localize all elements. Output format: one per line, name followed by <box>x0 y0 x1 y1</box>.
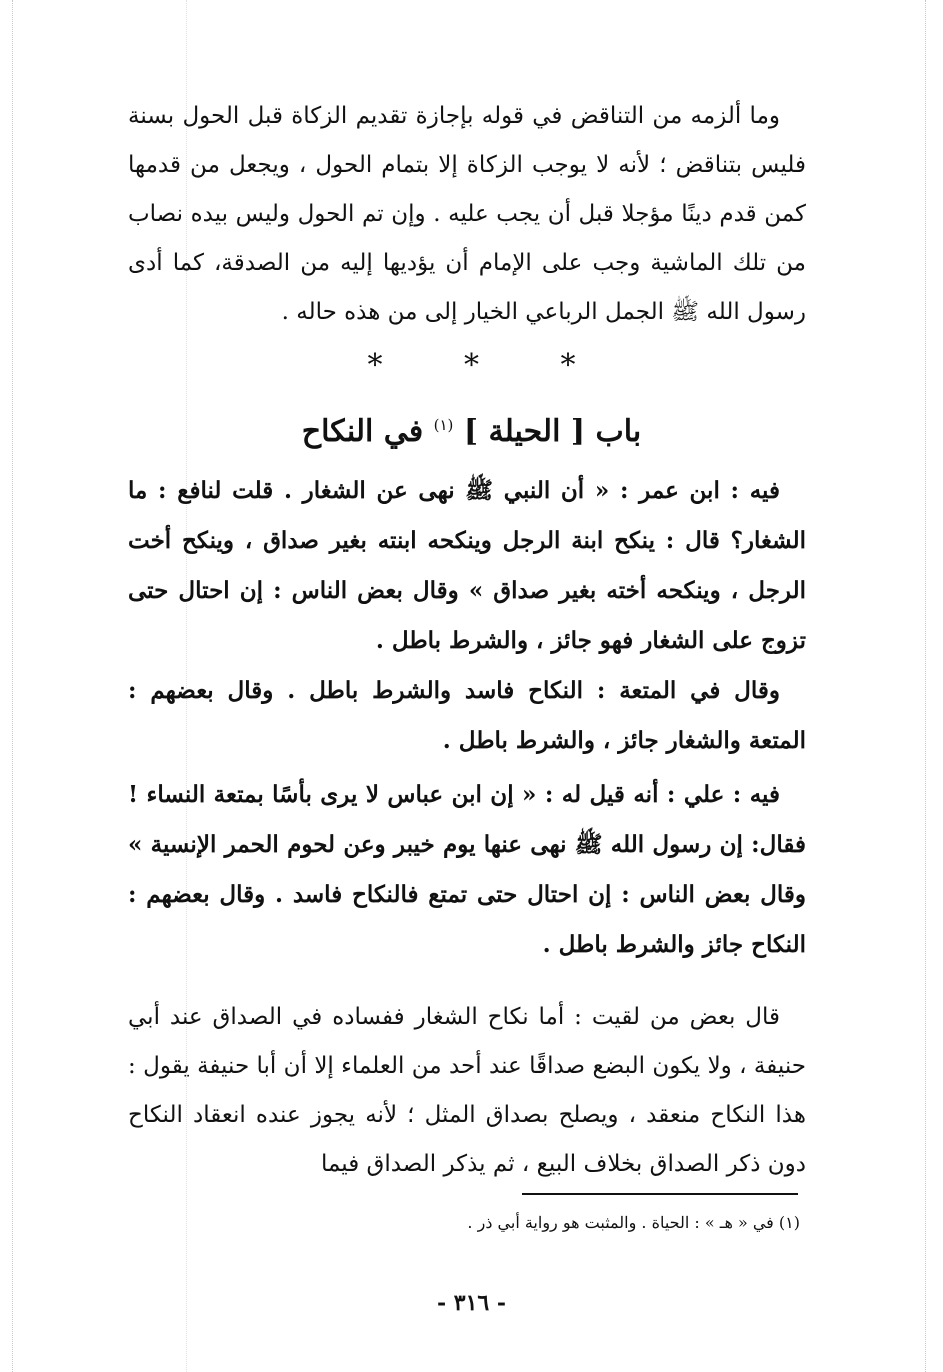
chapter-title-start: باب [ الحيلة ] <box>463 414 642 449</box>
commentary-section <box>128 993 806 1189</box>
separator-star-icon: * <box>464 348 479 383</box>
separator-star-icon: * <box>367 348 383 383</box>
ibn-umar-paragraph: فيه : ابن عمر : « أن النبي ﷺ نهى عن الشغار . قلت لنافع : ما الشغار؟ قال : ينكح ابنة الرجل وينكحه ابنته بغير صداق ، وينكح أخت الرجل ، وينكحه أخته بغير صداق » وقال بعض الناس : إن احتال حتى تزوج على الشغار فهو جائز ، والشرط باطل . <box>128 477 806 654</box>
ali-paragraph: فيه : علي : أنه قيل له : « إن ابن عباس لا يرى بأسًا بمتعة النساء ! فقال: إن رسول الله ﷺ نهى عنها يوم خيبر وعن لحوم الحمر الإنسية » وقال بعض الناس : إن احتال حتى تمتع فالنكاح فاسد . وقال بعضهم : النكاح جائز والشرط باطل . <box>128 781 807 958</box>
separator-star-icon: * <box>560 348 576 383</box>
commentary-paragraph: قال بعض من لقيت : أما نكاح الشغار ففساده في الصداق عند أبي حنيفة ، ولا يكون البضع صداقًا عند أحد من العلماء إلا أن أبا حنيفة يقول : هذا النكاح منعقد ، ويصلح بصداق المثل ؛ لأنه يجوز عنده انعقاد النكاح دون ذكر الصداق بخلاف البيع ، ثم يذكر الصداق فيما <box>128 1004 806 1177</box>
intro-paragraph: وما ألزمه من التناقض في قوله بإجازة تقديم الزكاة قبل الحول بسنة فليس بتناقض ؛ لأنه لا يوجب الزكاة إلا بتمام الحول ، ويجعل من قدمها كمن قدم دينًا مؤجلا قبل أن يجب عليه . وإن تم الحول وليس بيده نصاب من تلك الماشية وجب على الإمام أن يؤديها إليه من الصدقة، كما أدى رسول الله ﷺ الجمل الرباعي الخيار إلى من هذه حاله . <box>128 103 806 325</box>
chapter-title-end: في النكاح <box>301 414 424 449</box>
chapter-title <box>0 398 943 459</box>
section-separator <box>0 348 943 383</box>
left-margin-guide <box>12 0 13 1372</box>
page-number: - ٣١٦ - <box>436 1290 507 1316</box>
footnote-marker: (١) <box>433 416 454 434</box>
mutah-section <box>128 666 806 766</box>
footnote-divider <box>522 1193 798 1195</box>
mutah-paragraph: وقال في المتعة : النكاح فاسد والشرط باطل . وقال بعضهم : المتعة والشغار جائز ، والشرط باطل . <box>128 677 806 754</box>
intro-section <box>128 92 806 337</box>
footnote-text: (١) في « هـ » : الحياة . والمثبت هو رواية أبي ذر . <box>467 1213 800 1232</box>
ibn-umar-section <box>128 466 806 666</box>
ali-section <box>128 770 806 970</box>
right-margin-guide <box>925 0 926 1372</box>
